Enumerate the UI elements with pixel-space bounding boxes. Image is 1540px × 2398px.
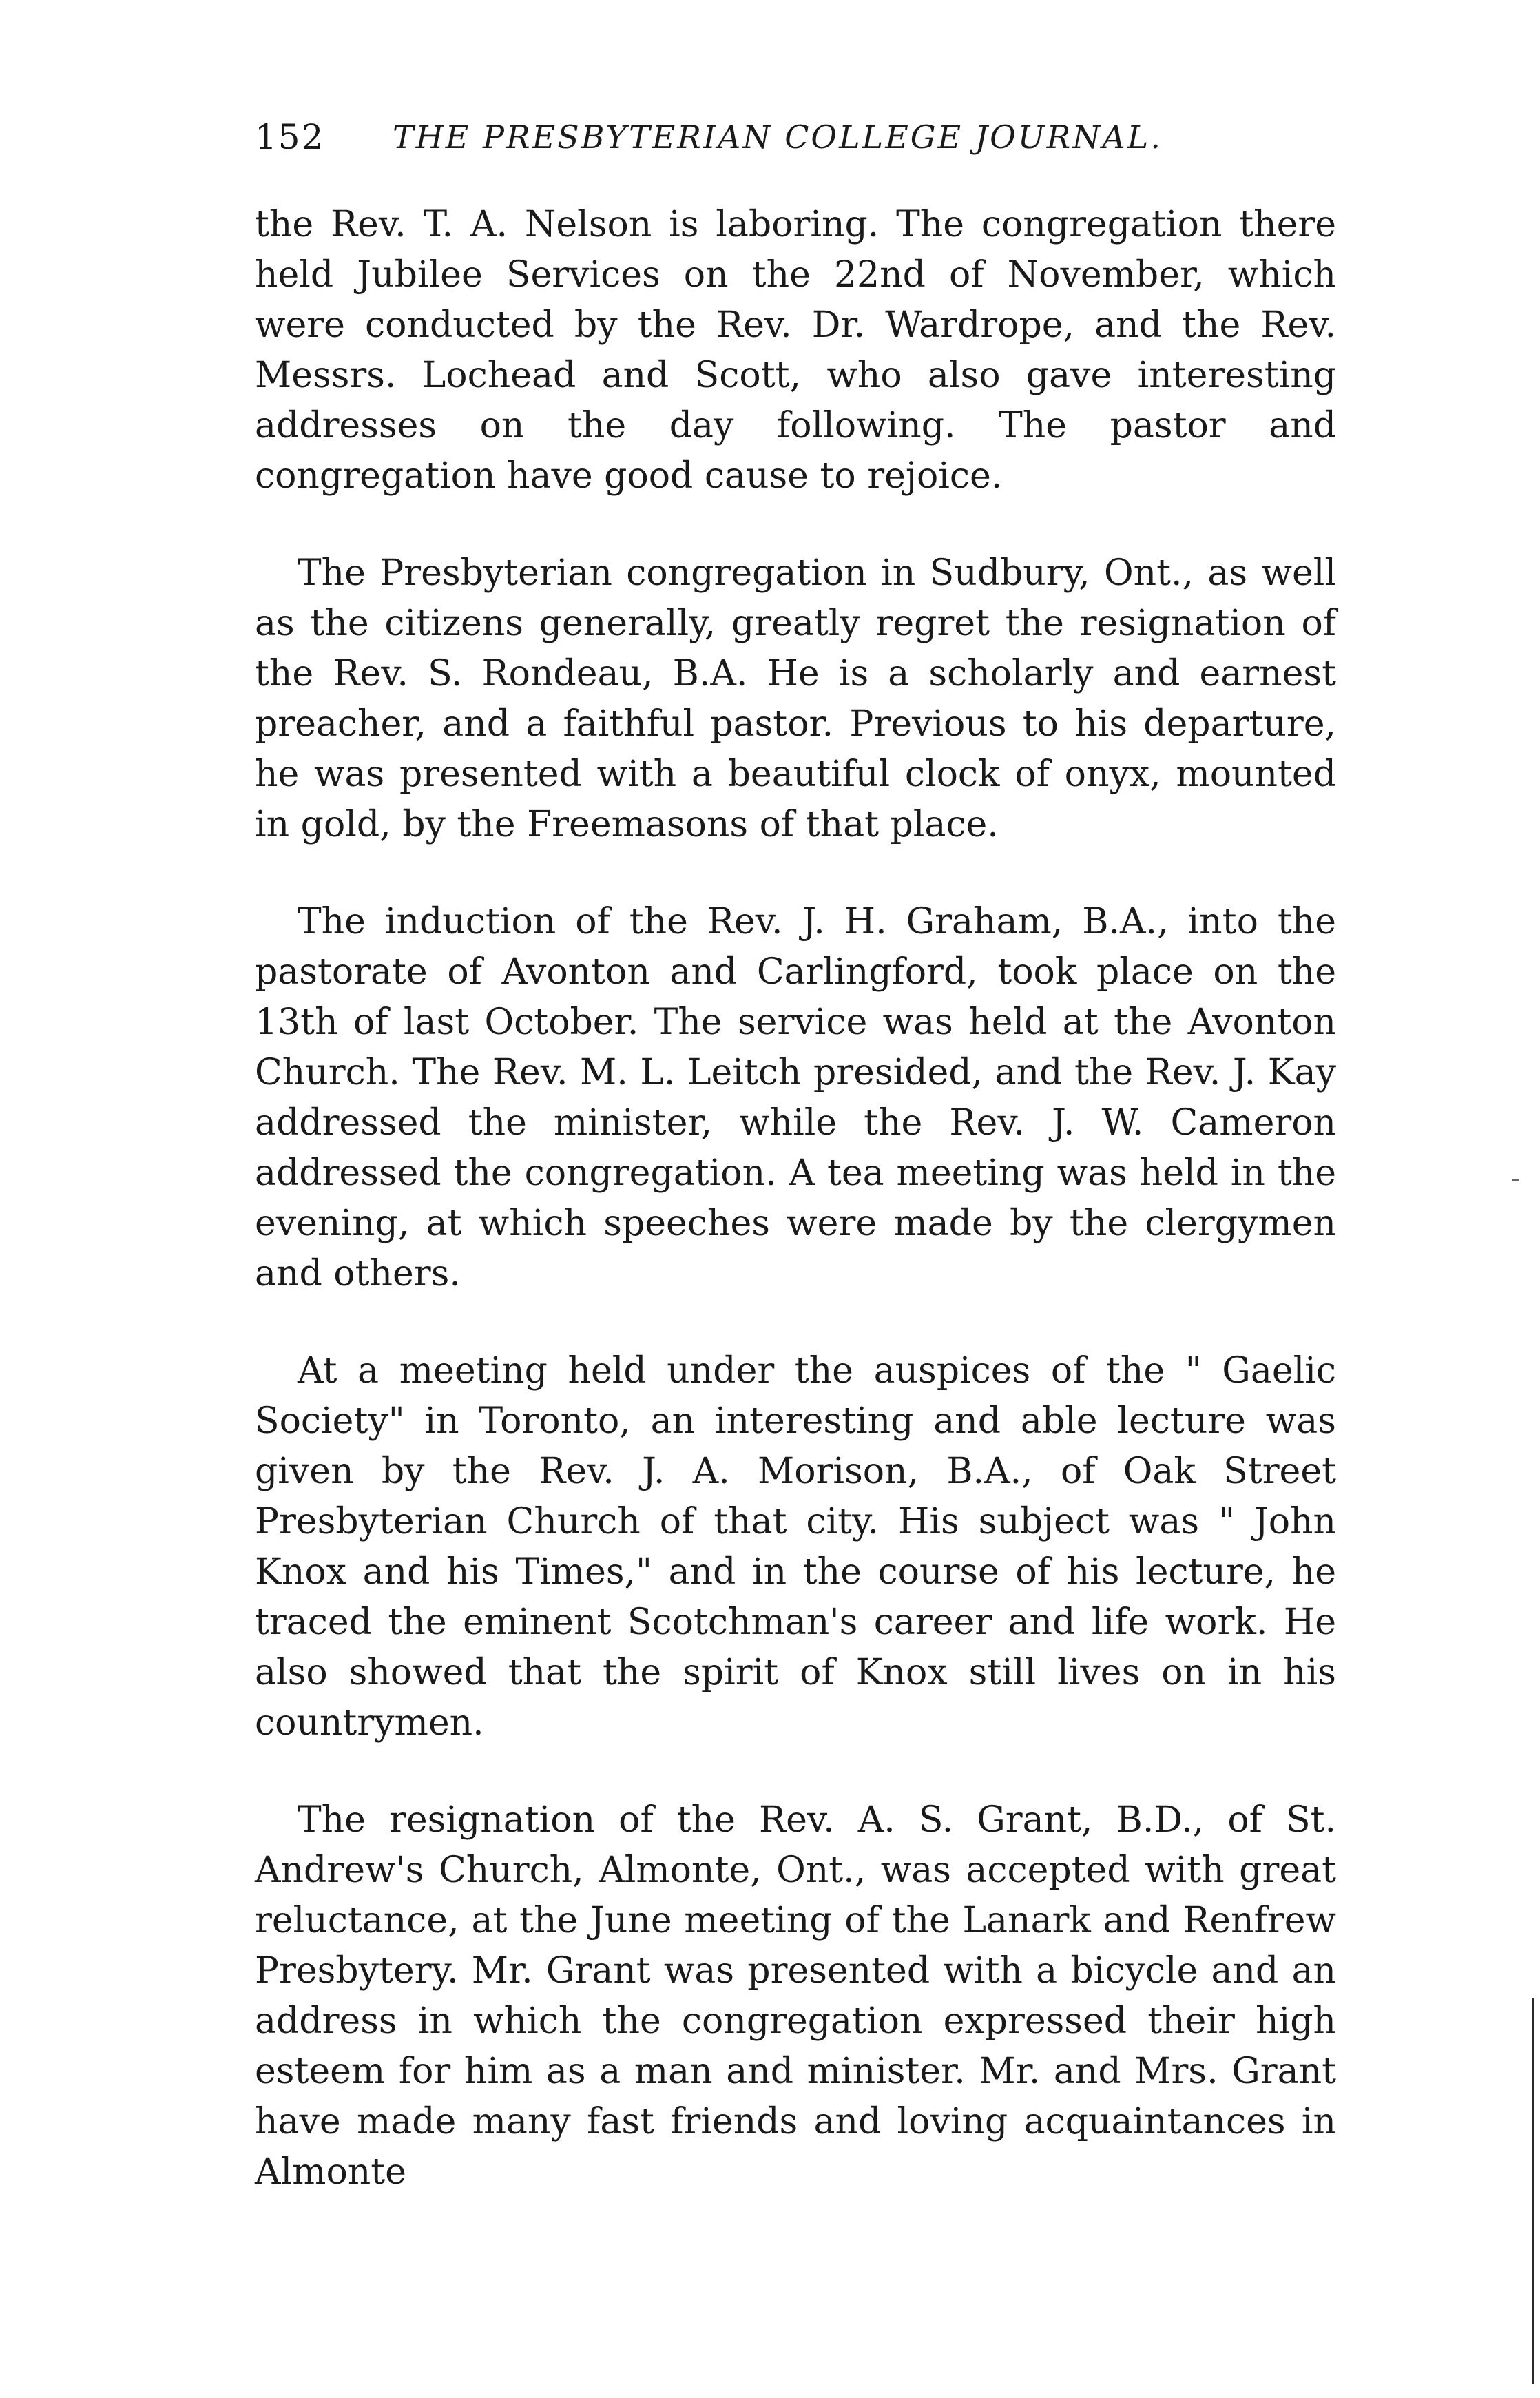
- paragraph-gaelic-society: At a meeting held under the auspices of the " Gaelic Society" in Toronto, an interesting and able lecture was given by the Rev. J. A. Morison, B.A., of Oak Street Presbyterian Church of that city. His subject was " John Knox and his Times," and in the course of his lecture, he traced the eminent Scotchman's career and life work. He also showed that the spirit of Knox still lives on in his countrymen.: [255, 1350, 1336, 1744]
- article-body: [255, 200, 1336, 2244]
- paragraph-nelson: the Rev. T. A. Nelson is laboring. The congregation there held Jubilee Services on the 22nd of November, which were conducted by the Rev. Dr. Wardrope, and the Rev. Messrs. Lochead and Scott, who also gave interesting addresses on the day following. The pastor and congregation have good cause to rejoice.: [255, 204, 1336, 497]
- page-header: [255, 117, 1343, 172]
- running-title: THE PRESBYTERIAN COLLEGE JOURNAL.: [393, 118, 1163, 156]
- paragraph-sudbury: The Presbyterian congregation in Sudbury, Ont., as well as the citizens generally, greatly regret the resignation of the Rev. S. Rondeau, B.A. He is a scholarly and earnest preacher, and a faithful pastor. Previous to his departure, he was presented with a beautiful clock of onyx, mounted in gold, by the Freemasons of that place.: [255, 552, 1336, 845]
- page-number: 152: [255, 117, 325, 157]
- paragraph-graham-induction: The induction of the Rev. J. H. Graham, B.A., into the pastorate of Avonton and Carlingford, took place on the 13th of last October. The service was held at the Avonton Church. The Rev. M. L. Leitch presided, and the Rev. J. Kay addressed the minister, while the Rev. J. W. Cameron addressed the congregation. A tea meeting was held in the evening, at which speeches were made by the clergymen and others.: [255, 901, 1336, 1294]
- scan-edge-line: [1532, 1998, 1534, 2384]
- paragraph-grant-resignation: The resignation of the Rev. A. S. Grant, B.D., of St. Andrew's Church, Almonte, Ont., was accepted with great reluctance, at the June meeting of the Lanark and Renfrew Presbytery. Mr. Grant was presented with a bicycle and an address in which the congregation expressed their high esteem for him as a man and minister. Mr. and Mrs. Grant have made many fast friends and loving acquaintances in Almonte: [255, 1799, 1336, 2193]
- scan-edge-mark: [1512, 1179, 1519, 1181]
